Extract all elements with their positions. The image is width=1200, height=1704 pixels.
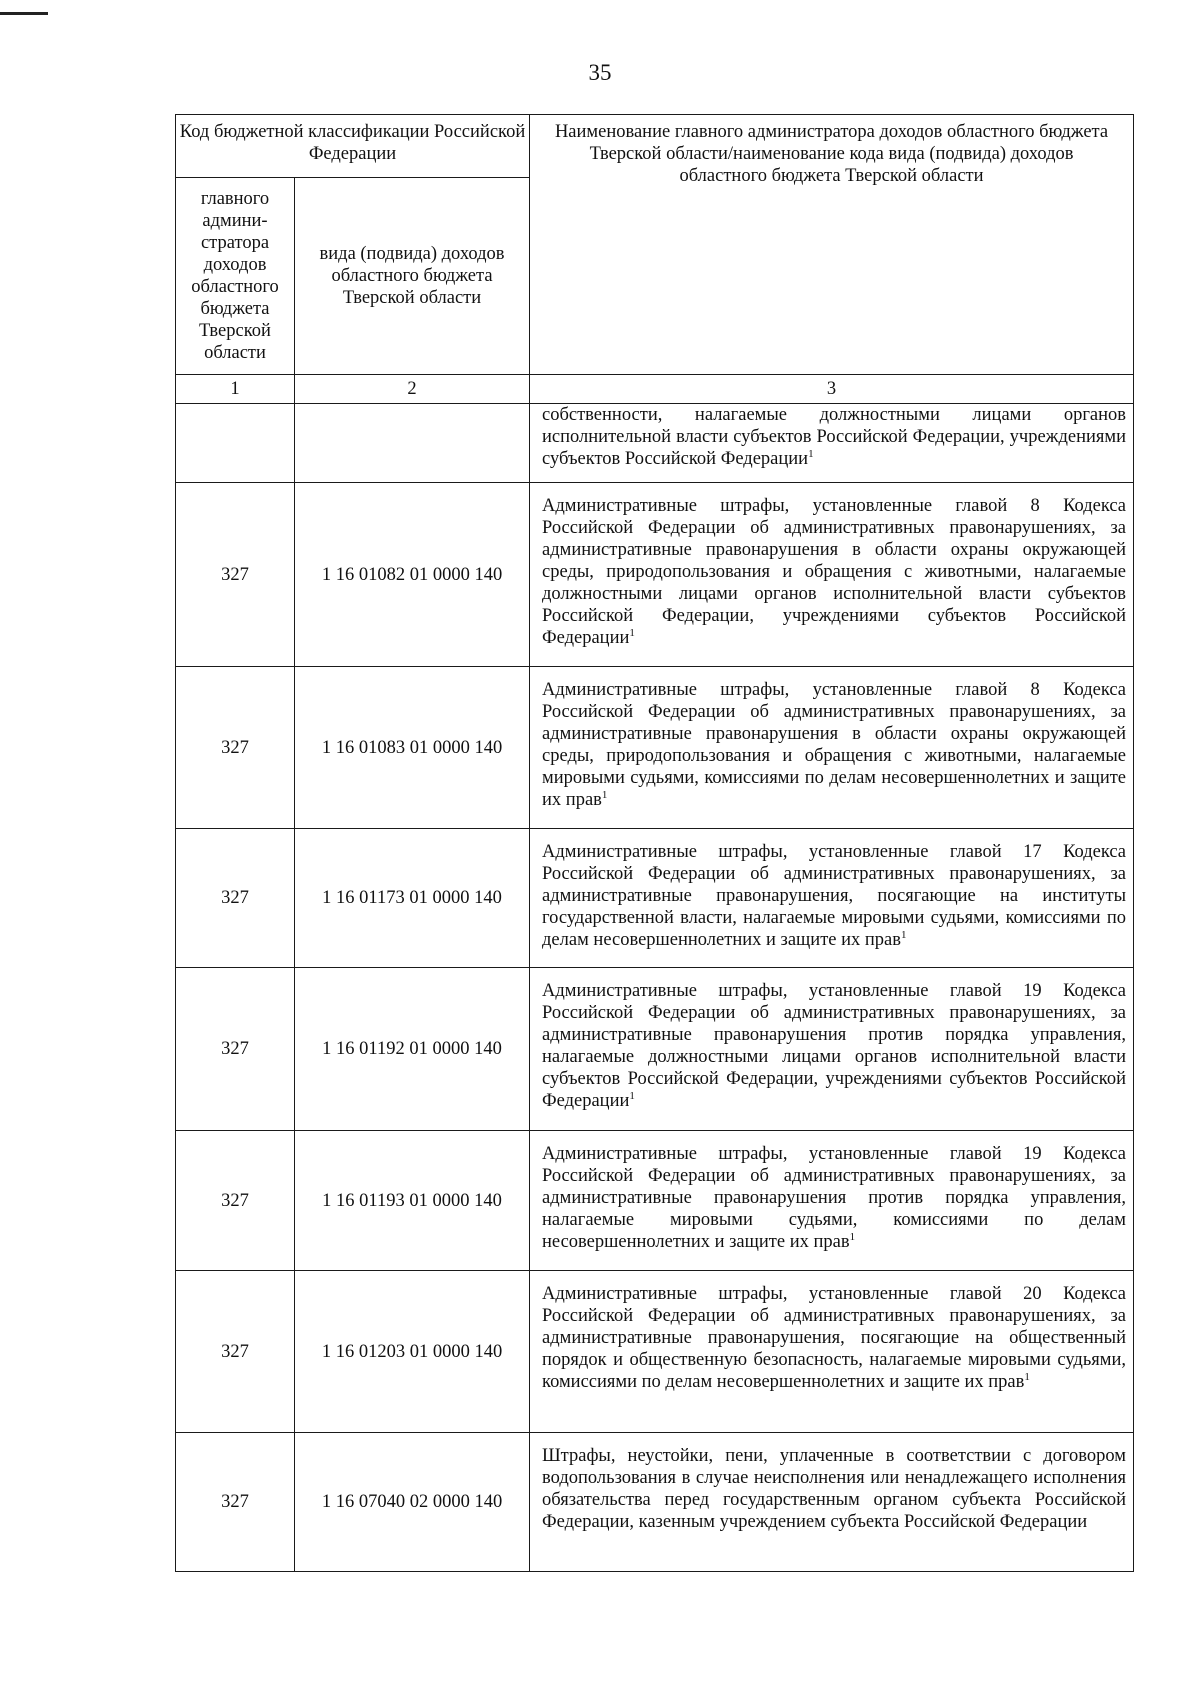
scan-edge-mark [0,12,48,15]
income-kind-code-cell: 1 16 01203 01 0000 140 [295,1271,530,1433]
description-cell [530,1271,1134,1433]
footnote-mark: 1 [1024,1370,1030,1383]
description-cell [530,483,1134,667]
column-number-2: 2 [295,375,530,404]
description-text: Административные штрафы, установленные главой 17 Кодекса Российской Федерации об административных правонарушениях, за административные правонарушения, посягающие на институты государственной власти, налагаемые мировыми судьями, комиссиями по делам несовершеннолетних и защите их прав [542,842,1127,950]
footnote-mark: 1 [629,626,635,639]
column-number-1: 1 [176,375,295,404]
income-kind-code-cell: 1 16 01082 01 0000 140 [295,483,530,667]
column-number-row [176,375,1134,404]
admin-code-cell: 327 [176,1131,295,1271]
description-cell [530,1433,1134,1572]
income-kind-code-cell: 1 16 01193 01 0000 140 [295,1131,530,1271]
header-row [176,115,1134,178]
income-kind-code-cell [295,404,530,483]
page-number: 35 [588,60,612,85]
table-row [176,829,1134,968]
admin-code-cell: 327 [176,483,295,667]
header-code-group: Код бюджетной классификации Российской Федерации [176,115,530,178]
table-row [176,1433,1134,1572]
description-text: собственности, налагаемые должностными лицами органов исполнительной власти субъектов Российской Федерации, учреждениями субъектов Российской Федерации [542,405,1127,469]
description-text: Штрафы, неустойки, пени, уплаченные в соответствии с договором водопользования в случае неисполнения или ненадлежащего исполнения обязательства перед государственным органом субъекта Российской Федерации, казенным учреждением субъекта Российской Федерации [542,1446,1127,1532]
description-text: Административные штрафы, установленные главой 8 Кодекса Российской Федерации об административных правонарушениях, за административные правонарушения в области охраны окружающей среды, природопользования и обращения с животными, налагаемые мировыми судьями, комиссиями по делам несовершеннолетних и защите их прав [542,680,1127,810]
description-cell [530,1131,1134,1271]
income-kind-code-cell: 1 16 01173 01 0000 140 [295,829,530,968]
admin-code-cell: 327 [176,667,295,829]
footnote-mark: 1 [601,788,608,801]
table-row [176,667,1134,829]
income-kind-code-cell: 1 16 01083 01 0000 140 [295,667,530,829]
description-text: Административные штрафы, установленные главой 20 Кодекса Российской Федерации об административных правонарушениях, за административные правонарушения, посягающие на общественный порядок и общественную безопасность, налагаемые мировыми судьями, комиссиями по делам несовершеннолетних и защите их прав [542,1284,1127,1392]
header-name-column: Наименование главного администратора доходов областного бюджета Тверской области/наименование кода вида (подвида) доходов областного бюджета Тверской области [530,115,1134,375]
footnote-mark: 1 [849,1230,856,1243]
footnote-mark: 1 [629,1089,635,1102]
budget-classification-table [175,114,1134,1572]
admin-code-cell: 327 [176,1271,295,1433]
description-cell [530,968,1134,1131]
admin-code-cell: 327 [176,829,295,968]
description-text: Административные штрафы, установленные главой 19 Кодекса Российской Федерации об административных правонарушениях, за административные правонарушения против порядка управления, налагаемые мировыми судьями, комиссиями по делам несовершеннолетних и защите их прав [542,1144,1127,1252]
description-cell [530,667,1134,829]
header-admin-column: главного админи-стратора доходов областного бюджета Тверской области [176,178,295,375]
description-cell [530,404,1134,483]
description-text: Административные штрафы, установленные главой 8 Кодекса Российской Федерации об административных правонарушениях, за административные правонарушения в области охраны окружающей среды, природопользования и обращения с животными, налагаемые должностными лицами органов исполнительной власти субъектов Российской Федерации, учреждениями субъектов Российской Федерации [542,496,1127,648]
description-cell [530,829,1134,968]
table-row [176,968,1134,1131]
admin-code-cell: 327 [176,968,295,1131]
footnote-mark: 1 [808,447,814,460]
column-number-3: 3 [530,375,1134,404]
admin-code-cell [176,404,295,483]
description-text: Административные штрафы, установленные главой 19 Кодекса Российской Федерации об административных правонарушениях, за административные правонарушения против порядка управления, налагаемые должностными лицами органов исполнительной власти субъектов Российской Федерации, учреждениями субъектов Российской Федерации [542,981,1127,1111]
header-kind-column: вида (подвида) доходов областного бюджета Тверской области [295,178,530,375]
footnote-mark: 1 [901,928,907,941]
table-row [176,1131,1134,1271]
admin-code-cell: 327 [176,1433,295,1572]
table-row [176,1271,1134,1433]
income-kind-code-cell: 1 16 01192 01 0000 140 [295,968,530,1131]
income-kind-code-cell: 1 16 07040 02 0000 140 [295,1433,530,1572]
table-row [176,404,1134,483]
table-row [176,483,1134,667]
